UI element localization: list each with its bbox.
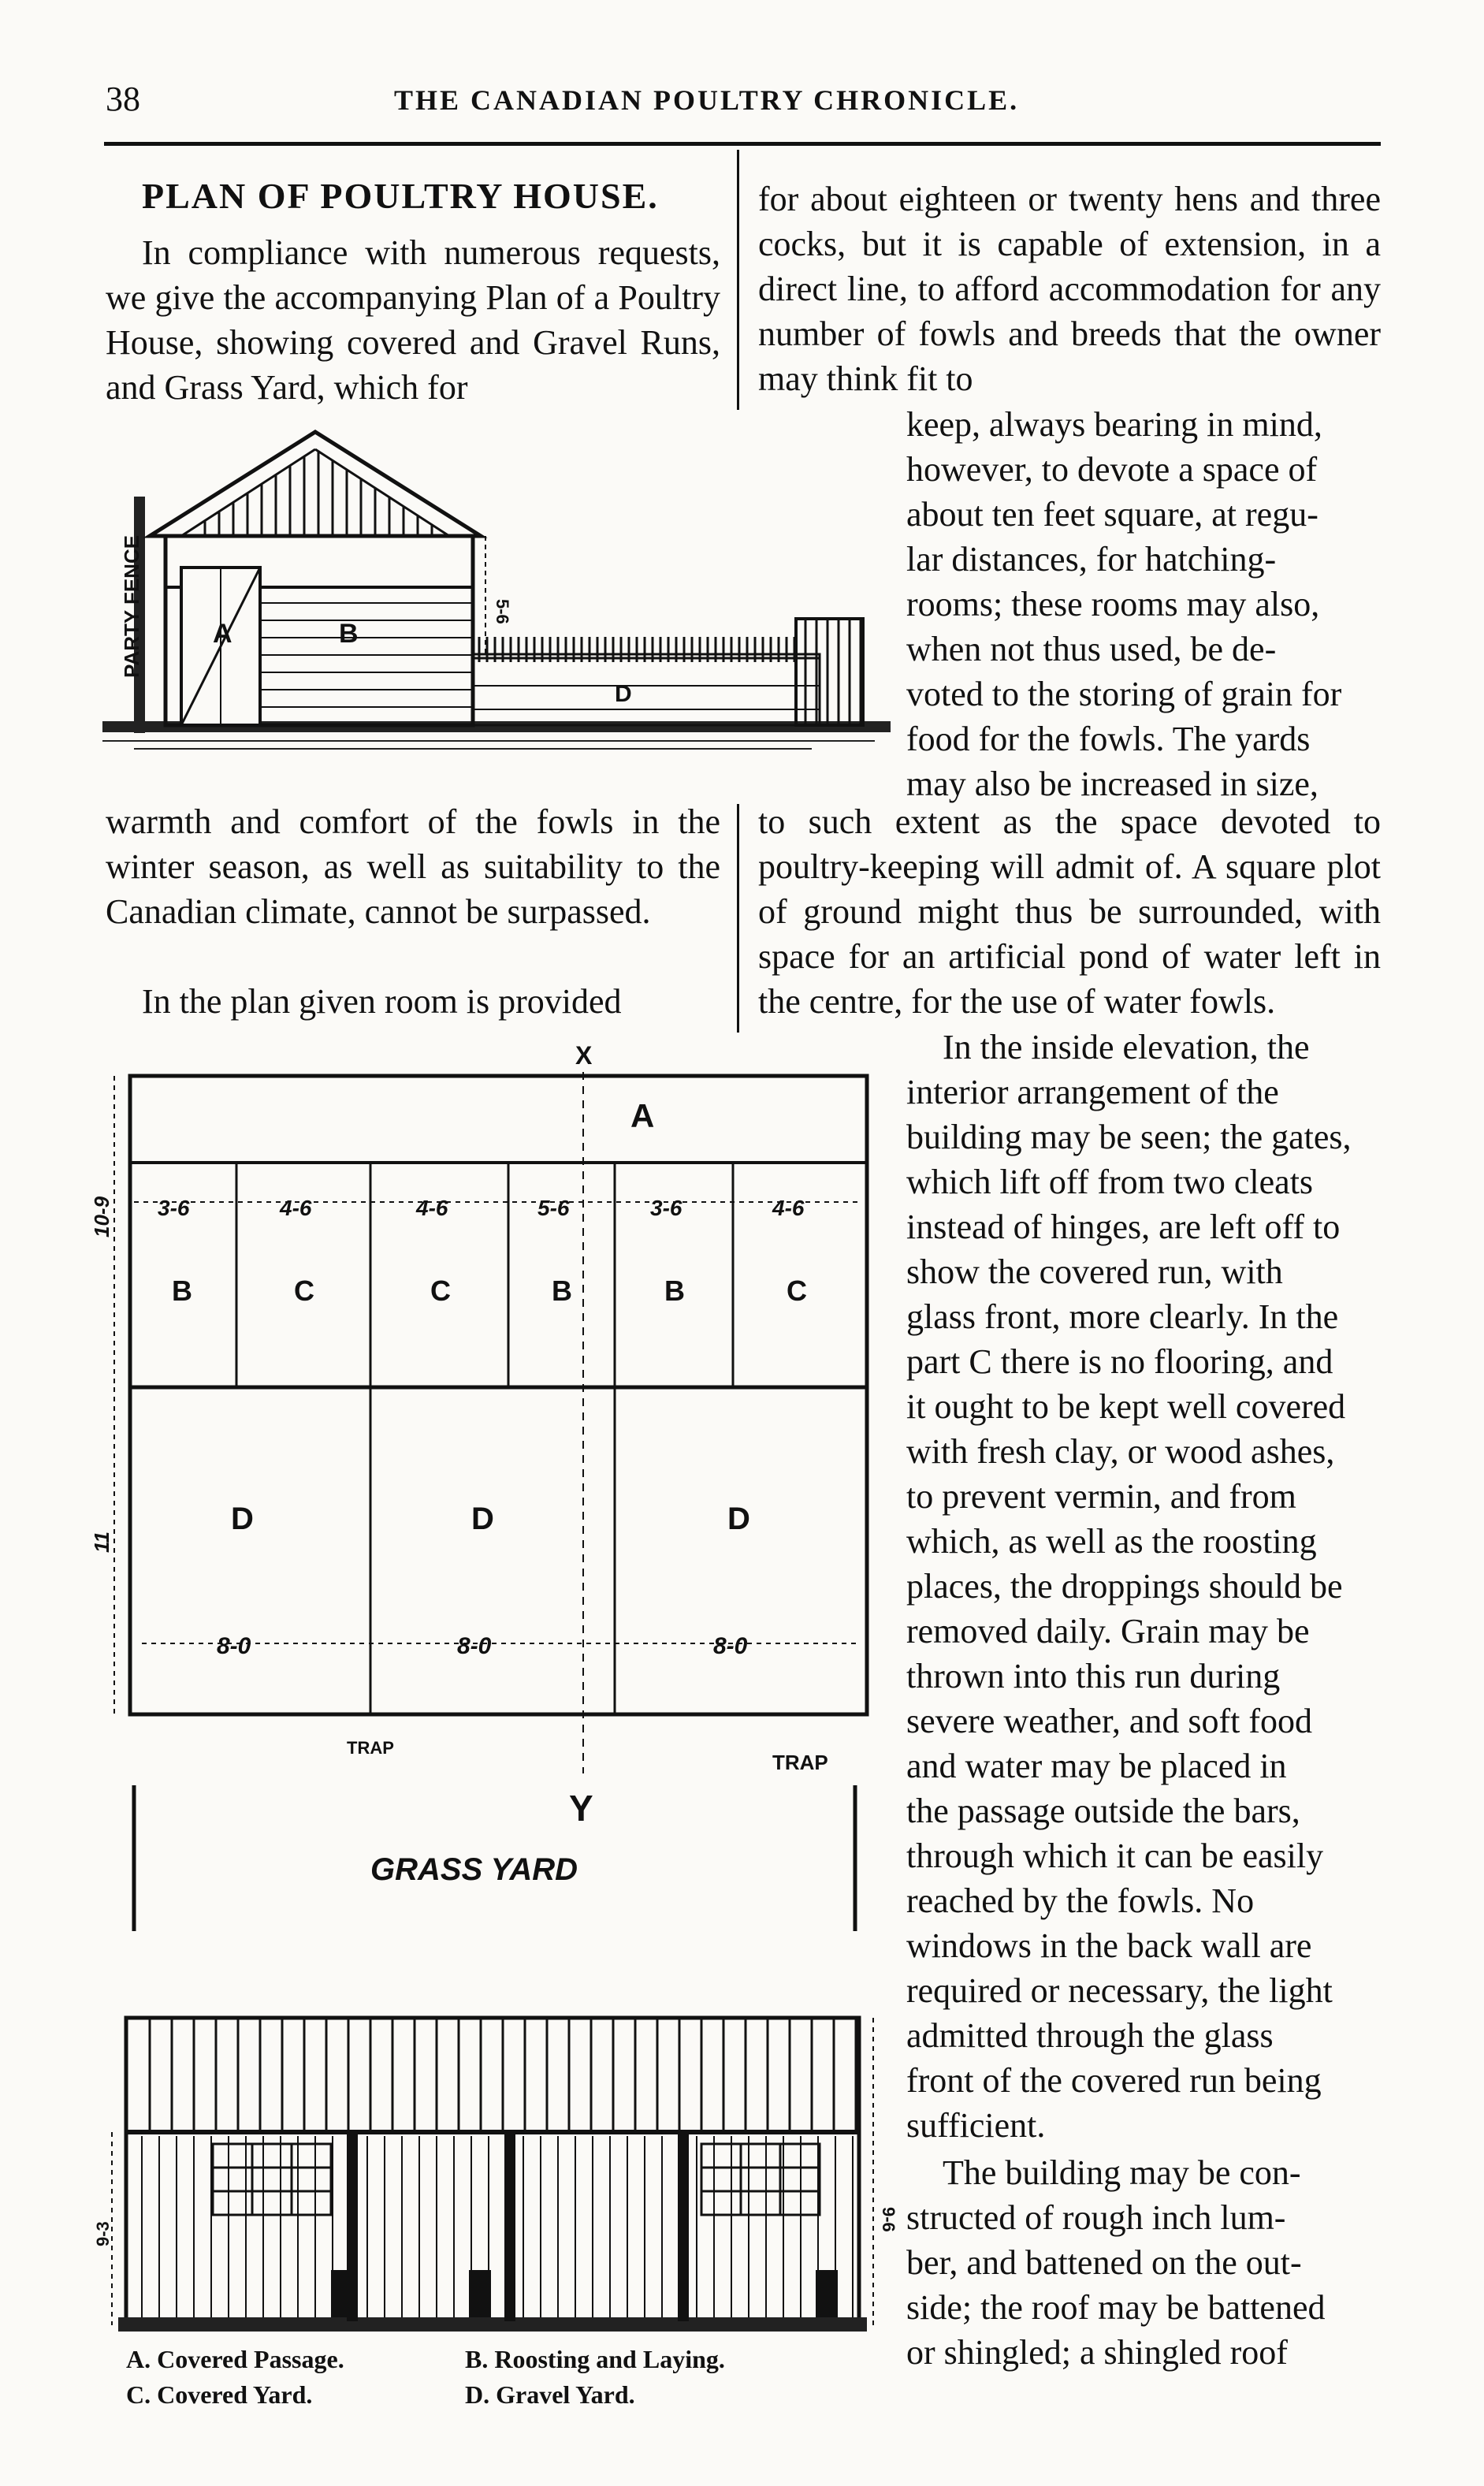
room-label: B: [172, 1275, 192, 1307]
text-line: windows in the back wall are: [906, 1926, 1312, 1965]
plan-left-dim-top: 10-9: [90, 1196, 113, 1237]
page-number: 38: [106, 80, 140, 118]
text-line: removed daily. Grain may be: [906, 1612, 1310, 1651]
gravel-run-fence: [473, 654, 820, 725]
text-line: side; the roof may be battened: [906, 2288, 1326, 2327]
grass-yard-label: GRASS YARD: [370, 1852, 578, 1887]
text-line: instead of hinges, are left off to: [906, 1208, 1341, 1246]
text-line: to prevent vermin, and from: [906, 1477, 1296, 1516]
room-label: C: [430, 1275, 451, 1307]
plan-y-label: Y: [569, 1788, 593, 1829]
text-line: building may be seen; the gates,: [906, 1118, 1352, 1156]
room-label: C: [294, 1275, 314, 1307]
elev-right-dim: 9-6: [879, 2207, 898, 2232]
gravel-yard-label: D: [231, 1502, 254, 1536]
text-line: may also be increased in size,: [906, 765, 1318, 803]
text-line: rooms; these rooms may also,: [906, 585, 1320, 623]
text-line: keep, always bearing in mind,: [906, 405, 1322, 444]
right-paragraph-2: to such extent as the space devoted to poultry-keeping will admit of. A square plot of ground might thus be surrounded, with space for an artificial pond of water left in the centre, for the use of water fowls.: [758, 802, 1381, 1021]
elev-label-b: B: [339, 619, 359, 649]
floor-plan: [90, 1040, 891, 1931]
trap-label-2: TRAP: [772, 1751, 828, 1774]
text-line: the passage outside the bars,: [906, 1792, 1300, 1830]
room-width-label: 4-6: [772, 1196, 805, 1220]
text-line: lar distances, for hatching-: [906, 540, 1277, 579]
text-line: sufficient.: [906, 2106, 1046, 2145]
room-width-label: 3-6: [158, 1196, 190, 1220]
text-line: when not thus used, be de-: [906, 630, 1277, 668]
elev-left-dim: 9-3: [93, 2221, 113, 2246]
text-line: In the inside elevation, the: [943, 1028, 1310, 1066]
text-line: interior arrangement of the: [906, 1073, 1279, 1111]
elev-height-dim: 5-6: [493, 599, 512, 624]
plan-left-dim-bottom: 11: [90, 1531, 113, 1553]
text-line: which, as well as the roosting: [906, 1522, 1317, 1561]
text-line: front of the covered run being: [906, 2061, 1322, 2100]
room-width-label: 5-6: [537, 1196, 570, 1220]
gravel-yard-width: 8-0: [457, 1633, 492, 1659]
running-title: THE CANADIAN POULTRY CHRONICLE.: [394, 84, 1020, 116]
left-paragraph-3: In the plan given room is provided: [142, 982, 622, 1021]
plan-x-label: X: [575, 1041, 593, 1070]
text-line: admitted through the glass: [906, 2016, 1274, 2055]
text-line: and water may be placed in: [906, 1747, 1287, 1785]
room-width-label: 3-6: [650, 1196, 682, 1220]
legend-b: B. Roosting and Laying.: [465, 2345, 725, 2373]
gravel-yard-width: 8-0: [217, 1633, 251, 1659]
left-paragraph-1: In compliance with numerous requests, we give the accompanying Plan of a Poultry House, showing covered and Gravel Runs, and Grass Yard, which for: [106, 233, 720, 407]
elev-label-a: A: [213, 619, 232, 649]
house-elevation-figure: [102, 418, 898, 788]
right-narrow-paragraph-2: [906, 1025, 1381, 2148]
column-rule-2: [737, 804, 739, 1033]
text-line: reached by the fowls. No: [906, 1881, 1255, 1920]
text-line: however, to devote a space of: [906, 450, 1318, 489]
text-line: ber, and battened on the out-: [906, 2243, 1302, 2282]
roof: [150, 432, 481, 536]
text-line: places, the droppings should be: [906, 1567, 1343, 1606]
text-line: severe weather, and soft food: [906, 1702, 1313, 1740]
article-heading: PLAN OF POULTRY HOUSE.: [142, 176, 659, 216]
plan-a-label: A: [630, 1097, 655, 1134]
fence-label: PARTY FENCE: [120, 534, 143, 678]
right-narrow-paragraph-3: [906, 2150, 1381, 2375]
room-label: B: [664, 1275, 685, 1307]
elev-label-d: D: [615, 681, 632, 707]
gravel-yard-label: D: [727, 1502, 750, 1536]
trap-label-1: TRAP: [347, 1738, 394, 1758]
legend-d: D. Gravel Yard.: [465, 2380, 635, 2409]
text-line: or shingled; a shingled roof: [906, 2333, 1288, 2372]
room-width-label: 4-6: [280, 1196, 312, 1220]
room-width-label: 4-6: [416, 1196, 448, 1220]
text-line: voted to the storing of grain for: [906, 675, 1342, 713]
header-rule: [104, 142, 1381, 146]
text-line: it ought to be kept well covered: [906, 1387, 1346, 1426]
room-label: B: [552, 1275, 572, 1307]
column-rule-1: [737, 150, 739, 410]
right-narrow-paragraph-1: [906, 402, 1381, 806]
interior-elevation: [93, 2010, 898, 2341]
text-line: part C there is no flooring, and: [906, 1342, 1333, 1381]
text-line: show the covered run, with: [906, 1252, 1283, 1291]
text-line: through which it can be easily: [906, 1837, 1324, 1875]
plan-outline: [130, 1076, 867, 1714]
gravel-yard-width: 8-0: [713, 1633, 748, 1659]
right-paragraph-1: for about eighteen or twenty hens and three cocks, but it is capable of extension, in a direct line, to afford accommodation for any number of fowls and breeds that the owner may think fit to: [758, 180, 1381, 398]
text-line: with fresh clay, or wood ashes,: [906, 1432, 1335, 1471]
text-line: which lift off from two cleats: [906, 1163, 1314, 1201]
left-paragraph-2: warmth and comfort of the fowls in the winter season, as well as suitability to the Canadian climate, cannot be surpassed.: [106, 802, 720, 931]
text-line: about ten feet square, at regu-: [906, 495, 1318, 534]
gravel-yard-label: D: [471, 1502, 494, 1536]
room-label: C: [787, 1275, 807, 1307]
text-line: thrown into this run during: [906, 1657, 1281, 1695]
text-line: structed of rough inch lum-: [906, 2198, 1286, 2237]
legend-c: C. Covered Yard.: [126, 2380, 313, 2409]
text-line: food for the fowls. The yards: [906, 720, 1311, 758]
legend-a: A. Covered Passage.: [126, 2345, 344, 2373]
text-line: The building may be con-: [943, 2153, 1301, 2192]
text-line: required or necessary, the light: [906, 1971, 1333, 2010]
text-line: glass front, more clearly. In the: [906, 1297, 1339, 1336]
